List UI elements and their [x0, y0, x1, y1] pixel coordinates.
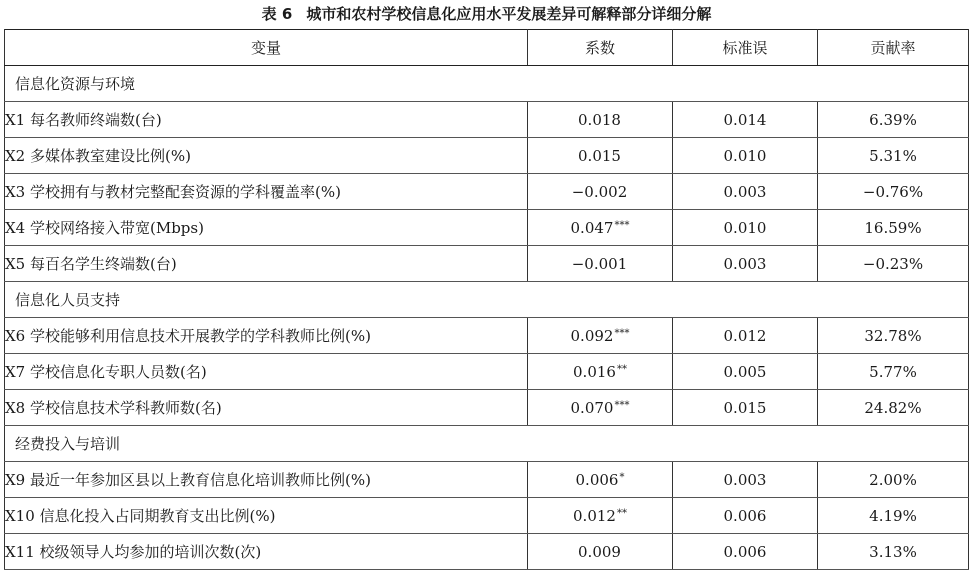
- table-title: 城市和农村学校信息化应用水平发展差异可解释部分详细分解: [306, 5, 712, 23]
- standard-error-cell: 0.005: [673, 354, 818, 390]
- significance-stars: ***: [614, 327, 630, 339]
- header-coefficient: 系数: [528, 30, 673, 66]
- contribution-cell: −0.76%: [818, 174, 969, 210]
- variable-cell: X1 每名教师终端数(台): [5, 102, 528, 138]
- contribution-cell: 6.39%: [818, 102, 969, 138]
- significance-stars: ***: [614, 399, 630, 411]
- significance-stars: ***: [614, 219, 630, 231]
- contribution-cell: 5.77%: [818, 354, 969, 390]
- standard-error-cell: 0.015: [673, 390, 818, 426]
- coefficient-cell: 0.015: [528, 138, 673, 174]
- section-label: 信息化资源与环境: [5, 66, 969, 102]
- coefficient-cell: 0.047***: [528, 210, 673, 246]
- significance-stars: **: [616, 363, 627, 375]
- section-label: 信息化人员支持: [5, 282, 969, 318]
- coefficient-cell: 0.092***: [528, 318, 673, 354]
- standard-error-cell: 0.012: [673, 318, 818, 354]
- header-variable: 变量: [5, 30, 528, 66]
- table-row: [5, 354, 969, 390]
- table-row: [5, 462, 969, 498]
- coefficient-cell: 0.012**: [528, 498, 673, 534]
- standard-error-cell: 0.006: [673, 498, 818, 534]
- decomposition-table: [4, 29, 969, 570]
- variable-cell: X5 每百名学生终端数(台): [5, 246, 528, 282]
- table-row: [5, 210, 969, 246]
- table-caption: [0, 2, 973, 26]
- coefficient-cell: −0.001: [528, 246, 673, 282]
- contribution-cell: 5.31%: [818, 138, 969, 174]
- variable-cell: X10 信息化投入占同期教育支出比例(%): [5, 498, 528, 534]
- contribution-cell: 16.59%: [818, 210, 969, 246]
- significance-stars: **: [616, 507, 627, 519]
- standard-error-cell: 0.003: [673, 246, 818, 282]
- section-row: [5, 282, 969, 318]
- standard-error-cell: 0.003: [673, 174, 818, 210]
- variable-cell: X7 学校信息化专职人员数(名): [5, 354, 528, 390]
- variable-cell: X6 学校能够利用信息技术开展教学的学科教师比例(%): [5, 318, 528, 354]
- standard-error-cell: 0.014: [673, 102, 818, 138]
- contribution-cell: −0.23%: [818, 246, 969, 282]
- variable-cell: X4 学校网络接入带宽(Mbps): [5, 210, 528, 246]
- table-row: [5, 246, 969, 282]
- table-row: [5, 174, 969, 210]
- contribution-cell: 24.82%: [818, 390, 969, 426]
- table-number: 表 6: [261, 5, 293, 23]
- variable-cell: X9 最近一年参加区县以上教育信息化培训教师比例(%): [5, 462, 528, 498]
- variable-cell: X3 学校拥有与教材完整配套资源的学科覆盖率(%): [5, 174, 528, 210]
- contribution-cell: 32.78%: [818, 318, 969, 354]
- section-row: [5, 426, 969, 462]
- significance-stars: *: [619, 471, 625, 483]
- variable-cell: X8 学校信息技术学科教师数(名): [5, 390, 528, 426]
- contribution-cell: 2.00%: [818, 462, 969, 498]
- standard-error-cell: 0.006: [673, 534, 818, 570]
- standard-error-cell: 0.003: [673, 462, 818, 498]
- header-standard-error: 标准误: [673, 30, 818, 66]
- header-contribution: 贡献率: [818, 30, 969, 66]
- section-label: 经费投入与培训: [5, 426, 969, 462]
- table-row: [5, 138, 969, 174]
- table-row: [5, 102, 969, 138]
- table-row: [5, 534, 969, 570]
- standard-error-cell: 0.010: [673, 138, 818, 174]
- table-row: [5, 498, 969, 534]
- table-row: [5, 318, 969, 354]
- variable-cell: X2 多媒体教室建设比例(%): [5, 138, 528, 174]
- standard-error-cell: 0.010: [673, 210, 818, 246]
- coefficient-cell: 0.018: [528, 102, 673, 138]
- coefficient-cell: 0.070***: [528, 390, 673, 426]
- header-row: [5, 30, 969, 66]
- coefficient-cell: −0.002: [528, 174, 673, 210]
- coefficient-cell: 0.016**: [528, 354, 673, 390]
- coefficient-cell: 0.009: [528, 534, 673, 570]
- contribution-cell: 3.13%: [818, 534, 969, 570]
- variable-cell: X11 校级领导人均参加的培训次数(次): [5, 534, 528, 570]
- section-row: [5, 66, 969, 102]
- coefficient-cell: 0.006*: [528, 462, 673, 498]
- table-row: [5, 390, 969, 426]
- contribution-cell: 4.19%: [818, 498, 969, 534]
